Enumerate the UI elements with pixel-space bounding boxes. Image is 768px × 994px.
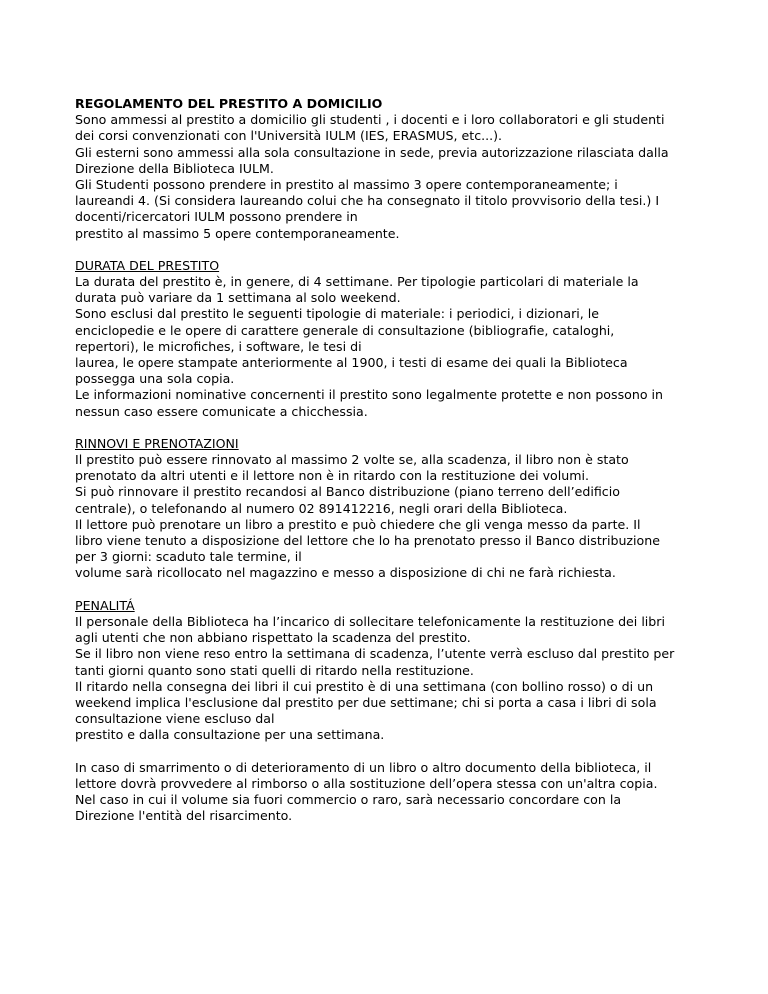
text-line: agli utenti che non abbiano rispettato la scadenza del prestito. [75,630,471,646]
penalita-section [75,598,695,744]
section-heading-durata: DURATA DEL PRESTITO [75,257,220,273]
text-line: dei corsi convenzionati con l'Università IULM (IES, ERASMUS, etc...). [75,128,503,144]
text-line: Si può rinnovare il prestito recandosi al Banco distribuzione (piano terreno dell’edificio [75,484,620,500]
text-line: weekend implica l'esclusione dal prestito per due settimane; chi si porta a casa i libri di sola [75,694,657,710]
text-line: consultazione viene escluso dal [75,711,275,727]
text-line: per 3 giorni: scaduto tale termine, il [75,549,302,565]
text-line: centrale), o telefonando al numero 02 891412216, negli orari della Biblioteca. [75,500,568,516]
text-line: Direzione l'entità del risarcimento. [75,808,293,824]
text-line: Sono ammessi al prestito a domicilio gli studenti , i docenti e i loro collaboratori e gli studenti [75,112,665,128]
text-line: prestito al massimo 5 opere contemporaneamente. [75,225,400,241]
text-line: Se il libro non viene reso entro la settimana di scadenza, l’utente verrà escluso dal prestito per [75,646,675,662]
text-line: Sono esclusi dal prestito le seguenti tipologie di materiale: i periodici, i dizionari, le [75,306,599,322]
text-line: La durata del prestito è, in genere, di 4 settimane. Per tipologie particolari di materiale la [75,274,639,290]
text-line: prestito e dalla consultazione per una settimana. [75,727,385,743]
rinnovi-section [75,436,695,582]
text-line: prenotato da altri utenti e il lettore non è in ritardo con la restituzione dei volumi. [75,468,590,484]
document-page [75,96,695,824]
section-heading-rinnovi: RINNOVI E PRENOTAZIONI [75,435,239,451]
section-heading-penalita: PENALITÁ [75,597,135,613]
text-line: durata può variare da 1 settimana al solo weekend. [75,290,401,306]
text-line: Il lettore può prenotare un libro a prestito e può chiedere che gli venga messo da parte. Il [75,516,641,532]
document-title: REGOLAMENTO DEL PRESTITO A DOMICILIO [75,96,383,111]
text-line: laureandi 4. (Si considera laureando colui che ha consegnato il titolo provvisorio della tesi.) I [75,193,660,209]
text-line: Il prestito può essere rinnovato al massimo 2 volte se, alla scadenza, il libro non è stato [75,452,629,468]
text-line: Gli esterni sono ammessi alla sola consultazione in sede, previa autorizzazione rilasciata dalla [75,144,669,160]
text-line: Gli Studenti possono prendere in prestito al massimo 3 opere contemporaneamente; i [75,177,618,193]
text-line: Il personale della Biblioteca ha l’incarico di sollecitare telefonicamente la restituzione dei libri [75,613,665,629]
text-line: lettore dovrà provvedere al rimborso o alla sostituzione dell’opera stessa con un'altra copia. [75,775,658,791]
text-line: Nel caso in cui il volume sia fuori commercio o raro, sarà necessario concordare con la [75,791,622,807]
text-line: Direzione della Biblioteca IULM. [75,160,274,176]
text-line: possegga una sola copia. [75,371,235,387]
text-line: In caso di smarrimento o di deterioramento di un libro o altro documento della biblioteca, il [75,759,652,775]
text-line: tanti giorni quanto sono stati quelli di ritardo nella restituzione. [75,662,474,678]
text-line: libro viene tenuto a disposizione del lettore che lo ha prenotato presso il Banco distribuzione [75,533,660,549]
intro-section [75,112,695,242]
smarrimento-section [75,760,695,825]
durata-section [75,258,695,420]
text-line: enciclopedie e le opere di carattere generale di consultazione (bibliografie, cataloghi, [75,322,615,338]
text-line: laurea, le opere stampate anteriormente al 1900, i testi di esame dei quali la Biblioteca [75,355,628,371]
text-line: repertori), le microfiches, i software, le tesi di [75,338,362,354]
text-line: Le informazioni nominative concernenti il prestito sono legalmente protette e non possono in [75,387,664,403]
text-line: nessun caso essere comunicate a chicchessia. [75,403,368,419]
text-line: volume sarà ricollocato nel magazzino e messo a disposizione di chi ne farà richiesta. [75,565,616,581]
text-line: Il ritardo nella consegna dei libri il cui prestito è di una settimana (con bollino rosso) o di un [75,678,654,694]
text-line: docenti/ricercatori IULM possono prendere in [75,209,358,225]
